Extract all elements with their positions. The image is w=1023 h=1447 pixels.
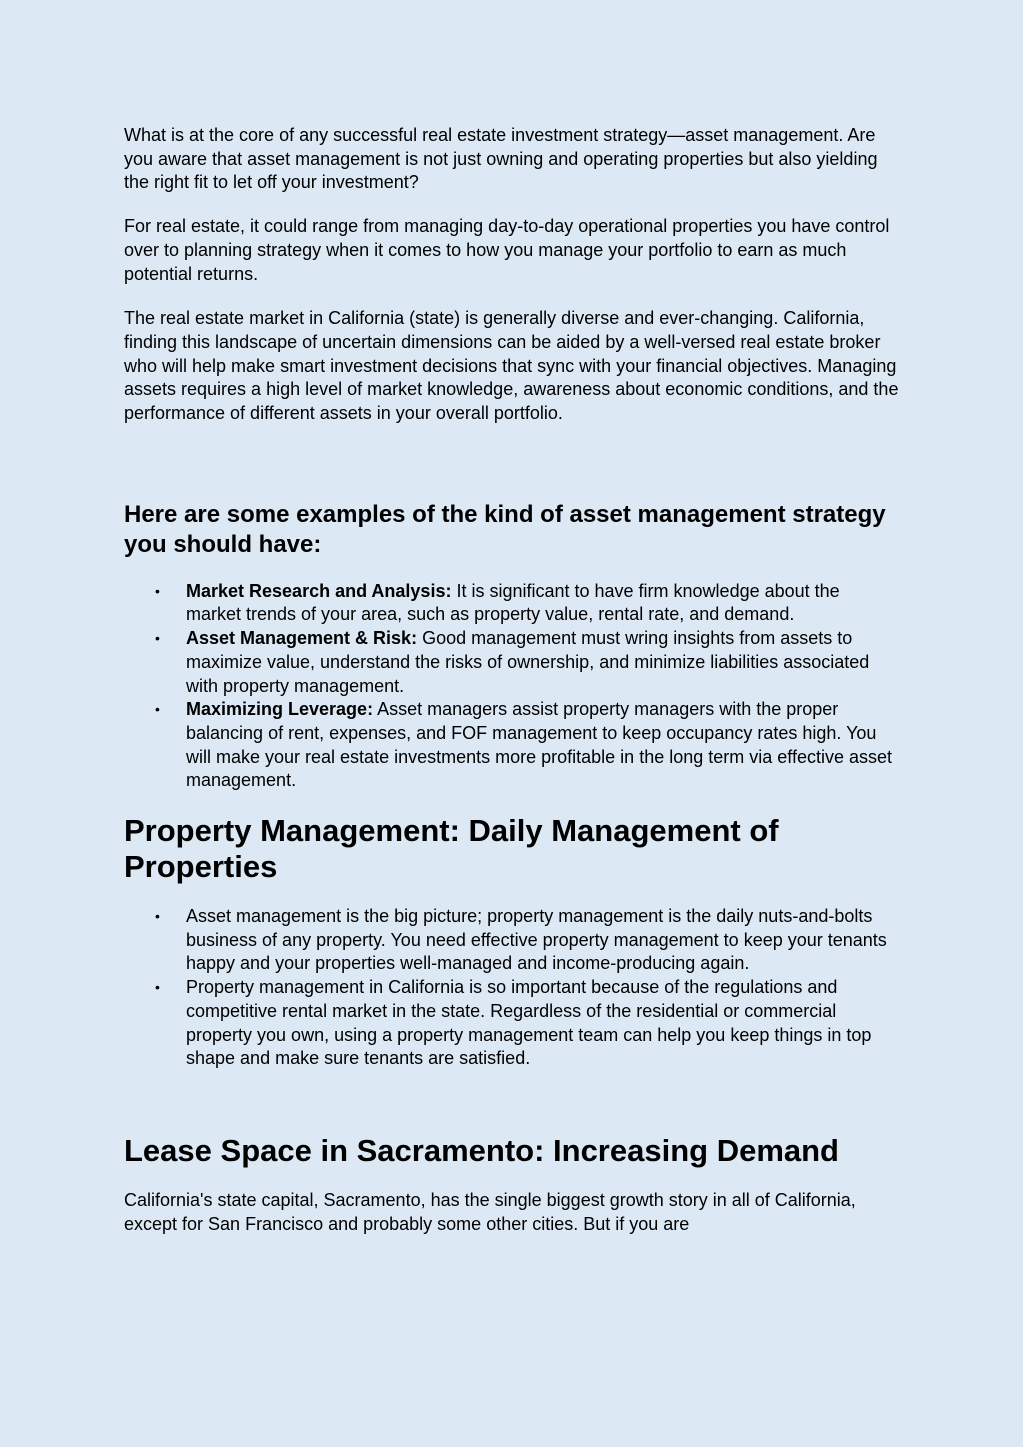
bullet-icon: • (155, 908, 160, 925)
list-item-text: Asset managers assist property managers with the proper balancing of rent, expenses, and FOF management to keep occupancy rates high. You will make your real estate investments more profitable in the long term via effective asset management. (186, 699, 892, 791)
bullet-icon: • (155, 630, 160, 647)
lease-paragraph-1: California's state capital, Sacramento, has the single biggest growth story in all of California, except for San Francisco and probably some other cities. But if you are (124, 1189, 856, 1234)
list-item (124, 905, 899, 976)
property-management-heading: Property Management: Daily Management of Properties (124, 813, 779, 885)
bullet-icon: • (155, 979, 160, 996)
property-list (124, 905, 899, 1071)
list-item (124, 580, 899, 627)
bullet-icon: • (155, 582, 160, 599)
strategy-list (124, 580, 899, 793)
list-item-text: It is significant to have firm knowledge about the market trends of your area, such as property value, rental rate, and demand. (186, 580, 840, 625)
document-page (124, 124, 899, 1236)
intro-paragraph-2: For real estate, it could range from managing day-to-day operational properties you have control over to planning strategy when it comes to how you manage your portfolio to earn as much potential returns. (124, 216, 890, 284)
strategy-heading: Here are some examples of the kind of asset management strategy you should have: (124, 500, 886, 558)
list-item-text: Property management in California is so important because of the regulations and competitive rental market in the state. Regardless of the residential or commercial property you own, using a property management team can help you keep things in top shape and make sure tenants are satisfied. (186, 977, 872, 1069)
list-item (124, 627, 899, 698)
intro-paragraph-3: The real estate market in California (state) is generally diverse and ever-changing. California, finding this landscape of uncertain dimensions can be aided by a well-versed real estate broker who will help make smart investment decisions that sync with your financial objectives. Managing assets requires a high level of market knowledge, awareness about economic conditions, and the performance of different assets in your overall portfolio. (124, 308, 899, 424)
list-item-title: Market Research and Analysis: (186, 580, 452, 601)
lease-space-heading: Lease Space in Sacramento: Increasing Demand (124, 1132, 839, 1168)
intro-paragraph-1: What is at the core of any successful real estate investment strategy—asset management. Are you aware that asset management is not just owning and operating properties but also yielding the right fit to let off your investment? (124, 125, 878, 193)
list-item (124, 976, 899, 1071)
list-item-title: Maximizing Leverage: (186, 699, 374, 720)
list-item-text: Good management must wring insights from assets to maximize value, understand the risks of ownership, and minimize liabilities associated with property management. (186, 628, 870, 696)
list-item-text: Asset management is the big picture; property management is the daily nuts-and-bolts business of any property. You need effective property management to keep your tenants happy and your properties well-managed and income-producing again. (186, 906, 887, 974)
bullet-icon: • (155, 701, 160, 718)
list-item (124, 698, 899, 793)
list-item-title: Asset Management & Risk: (186, 628, 418, 649)
